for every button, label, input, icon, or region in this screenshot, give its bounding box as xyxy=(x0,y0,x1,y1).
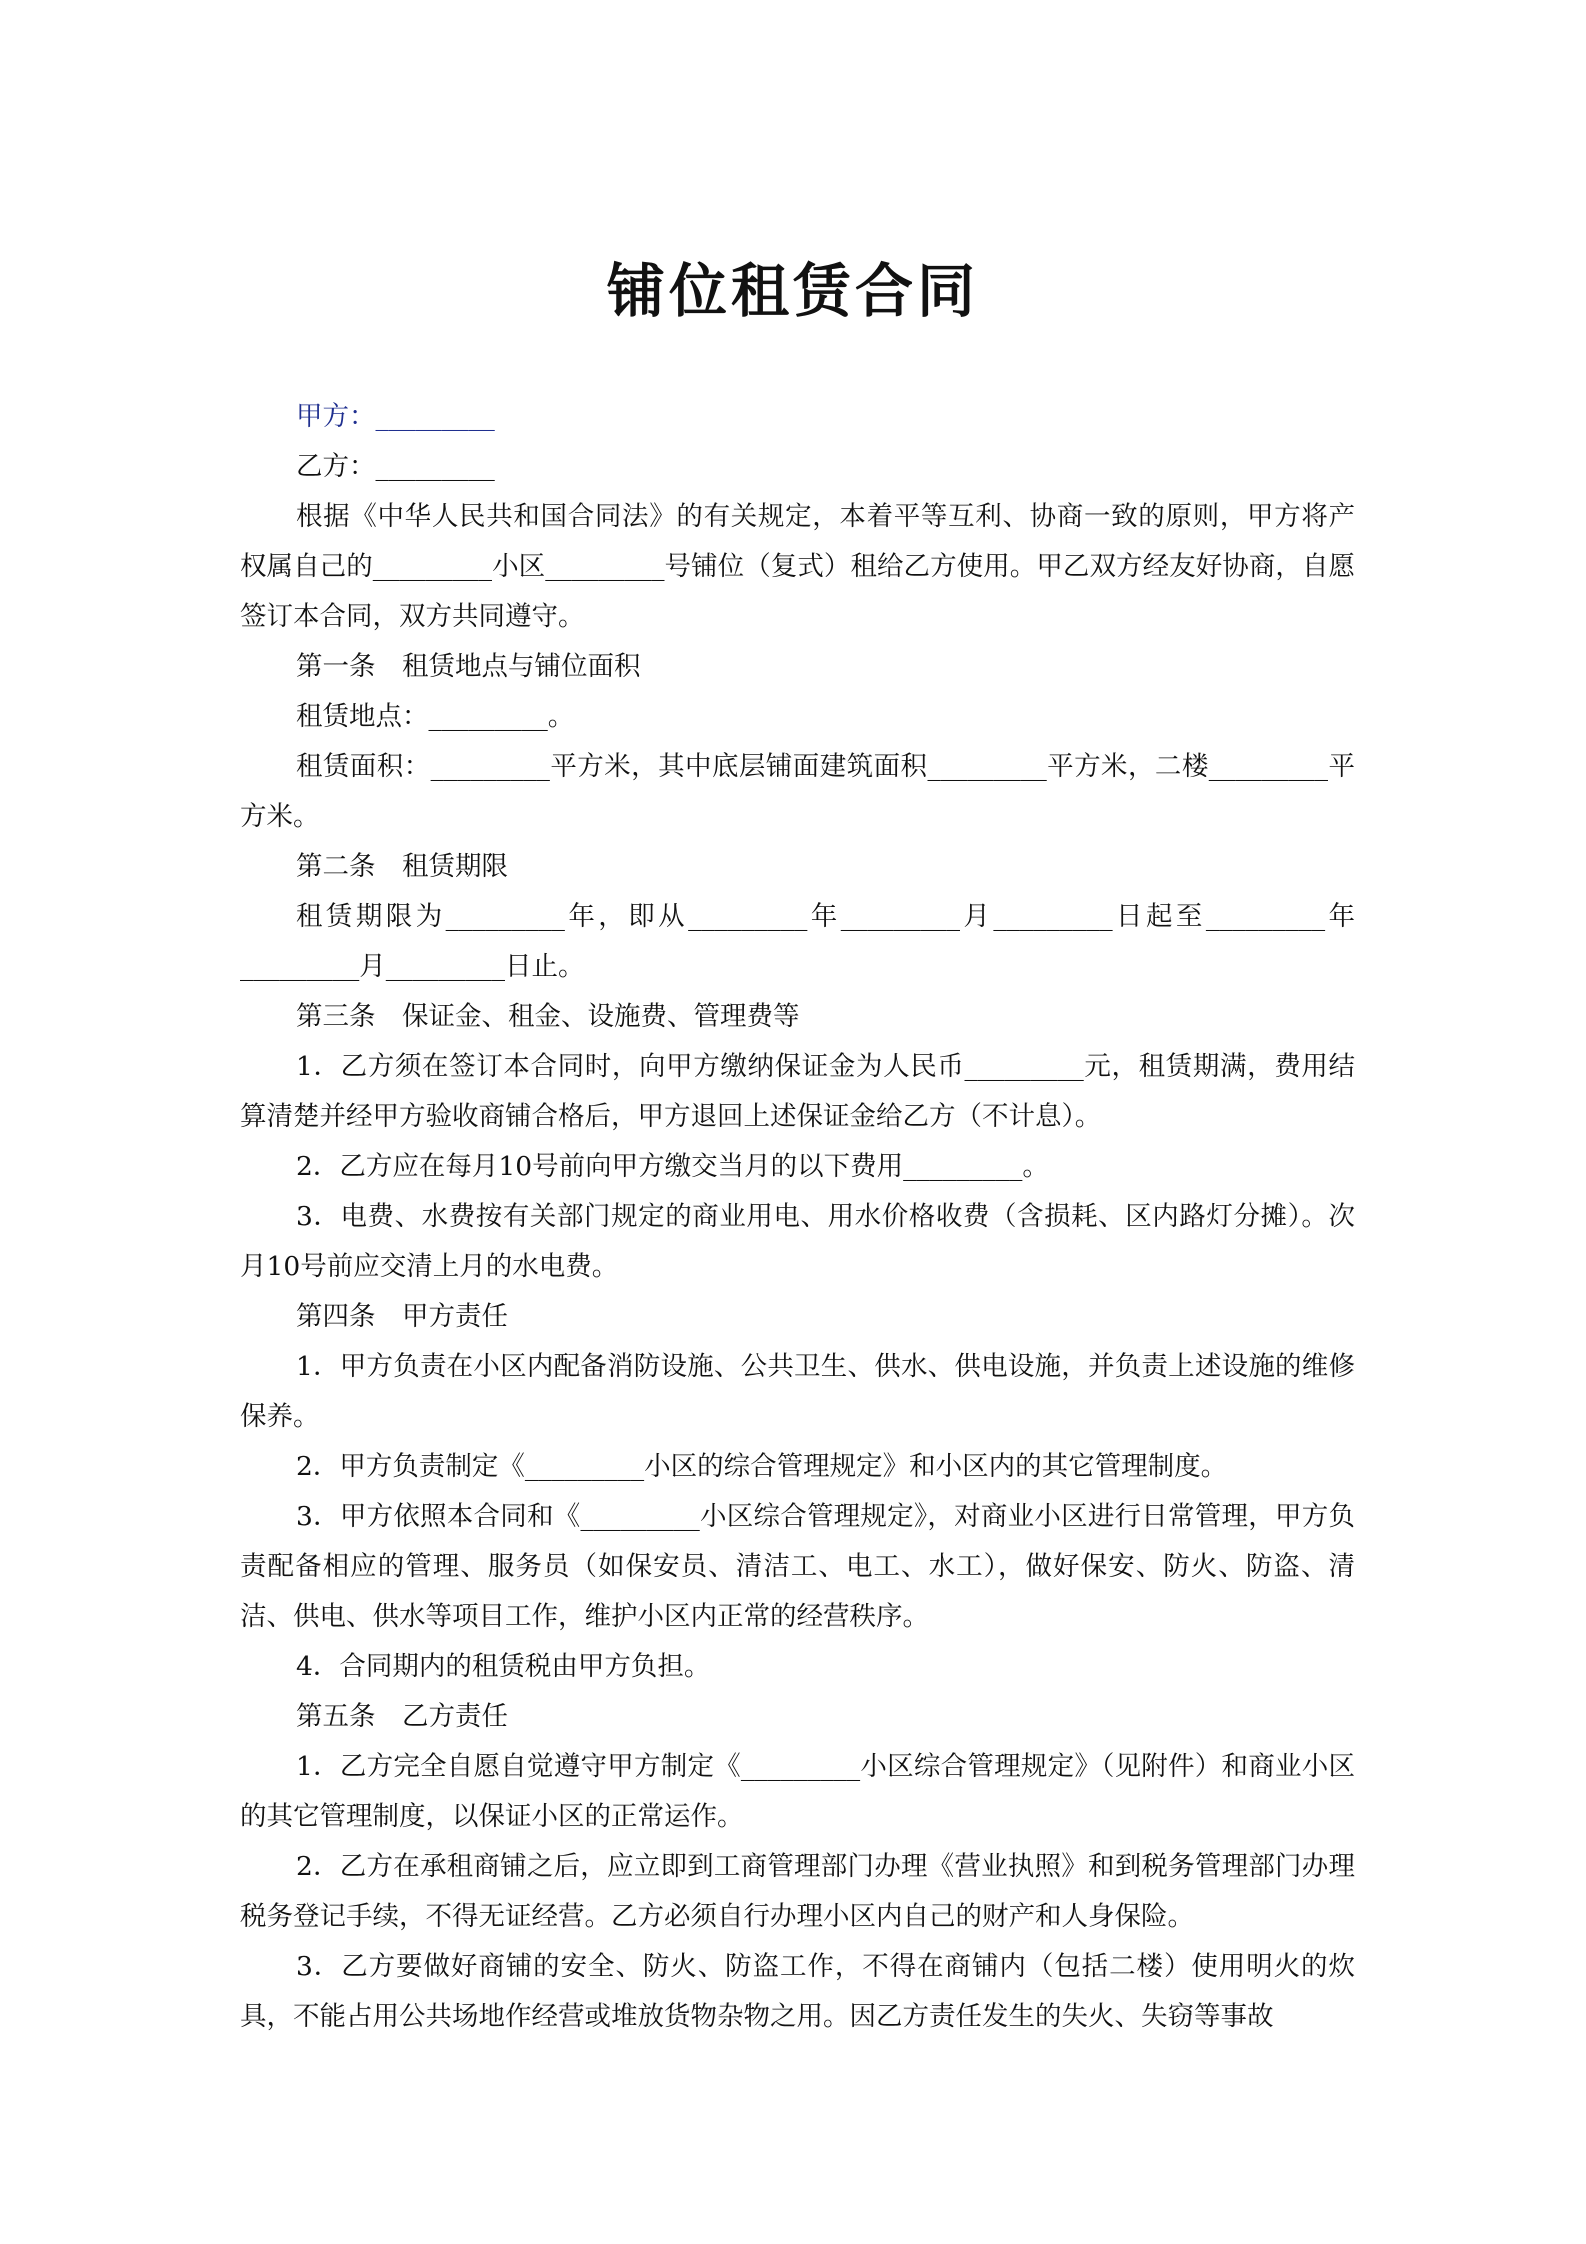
article-4-heading: 第四条 甲方责任 xyxy=(296,1301,508,1332)
article-5-item-2: 2．乙方在承租商铺之后，应立即到工商管理部门办理《营业执照》和到税务管理部门办理税务登记手续，不得无证经营。乙方必须自行办理小区内自己的财产和人身保险。 xyxy=(240,1851,1355,1932)
article-4-item-3: 3．甲方依照本合同和《_________小区综合管理规定》，对商业小区进行日常管理，甲方负责配备相应的管理、服务员（如保安员、清洁工、电工、水工），做好保安、防火、防盗、清洁、供电、供水等项目工作，维护小区内正常的经营秩序。 xyxy=(240,1501,1355,1632)
article-3-item-3: 3．电费、水费按有关部门规定的商业用电、用水价格收费（含损耗、区内路灯分摊）。次月10号前应交清上月的水电费。 xyxy=(240,1201,1355,1282)
article-3-item-1: 1．乙方须在签订本合同时，向甲方缴纳保证金为人民币_________元，租赁期满，费用结算清楚并经甲方验收商铺合格后，甲方退回上述保证金给乙方（不计息）。 xyxy=(240,1051,1355,1132)
article-4-item-4: 4．合同期内的租赁税由甲方负担。 xyxy=(296,1651,711,1682)
article-4-item-2: 2．甲方负责制定《_________小区的综合管理规定》和小区内的其它管理制度。 xyxy=(296,1451,1228,1482)
preamble-paragraph: 根据《中华人民共和国合同法》的有关规定，本着平等互利、协商一致的原则，甲方将产权属自己的_________小区_________号铺位（复式）租给乙方使用。甲乙双方经友好协商，自愿签订本合同，双方共同遵守。 xyxy=(240,501,1355,632)
article-3-heading: 第三条 保证金、租金、设施费、管理费等 xyxy=(296,1001,800,1032)
article-1-heading: 第一条 租赁地点与铺位面积 xyxy=(296,651,641,682)
article-4-item-1: 1．甲方负责在小区内配备消防设施、公共卫生、供水、供电设施，并负责上述设施的维修保养。 xyxy=(240,1351,1355,1432)
article-2-heading: 第二条 租赁期限 xyxy=(296,851,508,882)
article-3-item-2: 2．乙方应在每月10号前向甲方缴交当月的以下费用_________。 xyxy=(296,1151,1049,1182)
article-5-heading: 第五条 乙方责任 xyxy=(296,1701,508,1732)
article-1-area: 租赁面积：_________平方米，其中底层铺面建筑面积_________平方米，二楼_________平方米。 xyxy=(240,751,1355,832)
contract-body xyxy=(240,392,1355,2042)
article-5-item-3: 3．乙方要做好商铺的安全、防火、防盗工作，不得在商铺内（包括二楼）使用明火的炊具，不能占用公共场地作经营或堆放货物杂物之用。因乙方责任发生的失火、失窃等事故 xyxy=(240,1951,1355,2032)
article-1-location: 租赁地点：_________。 xyxy=(296,701,575,732)
party-a-line: 甲方：_________ xyxy=(296,401,495,432)
article-2-term: 租赁期限为_________年，即从_________年_________月_________日起至_________年_________月_________日止。 xyxy=(240,901,1355,982)
party-b-line: 乙方：_________ xyxy=(296,451,495,482)
article-5-item-1: 1．乙方完全自愿自觉遵守甲方制定《_________小区综合管理规定》（见附件）和商业小区的其它管理制度，以保证小区的正常运作。 xyxy=(240,1751,1355,1832)
document-title: 铺位租赁合同 xyxy=(606,257,979,325)
